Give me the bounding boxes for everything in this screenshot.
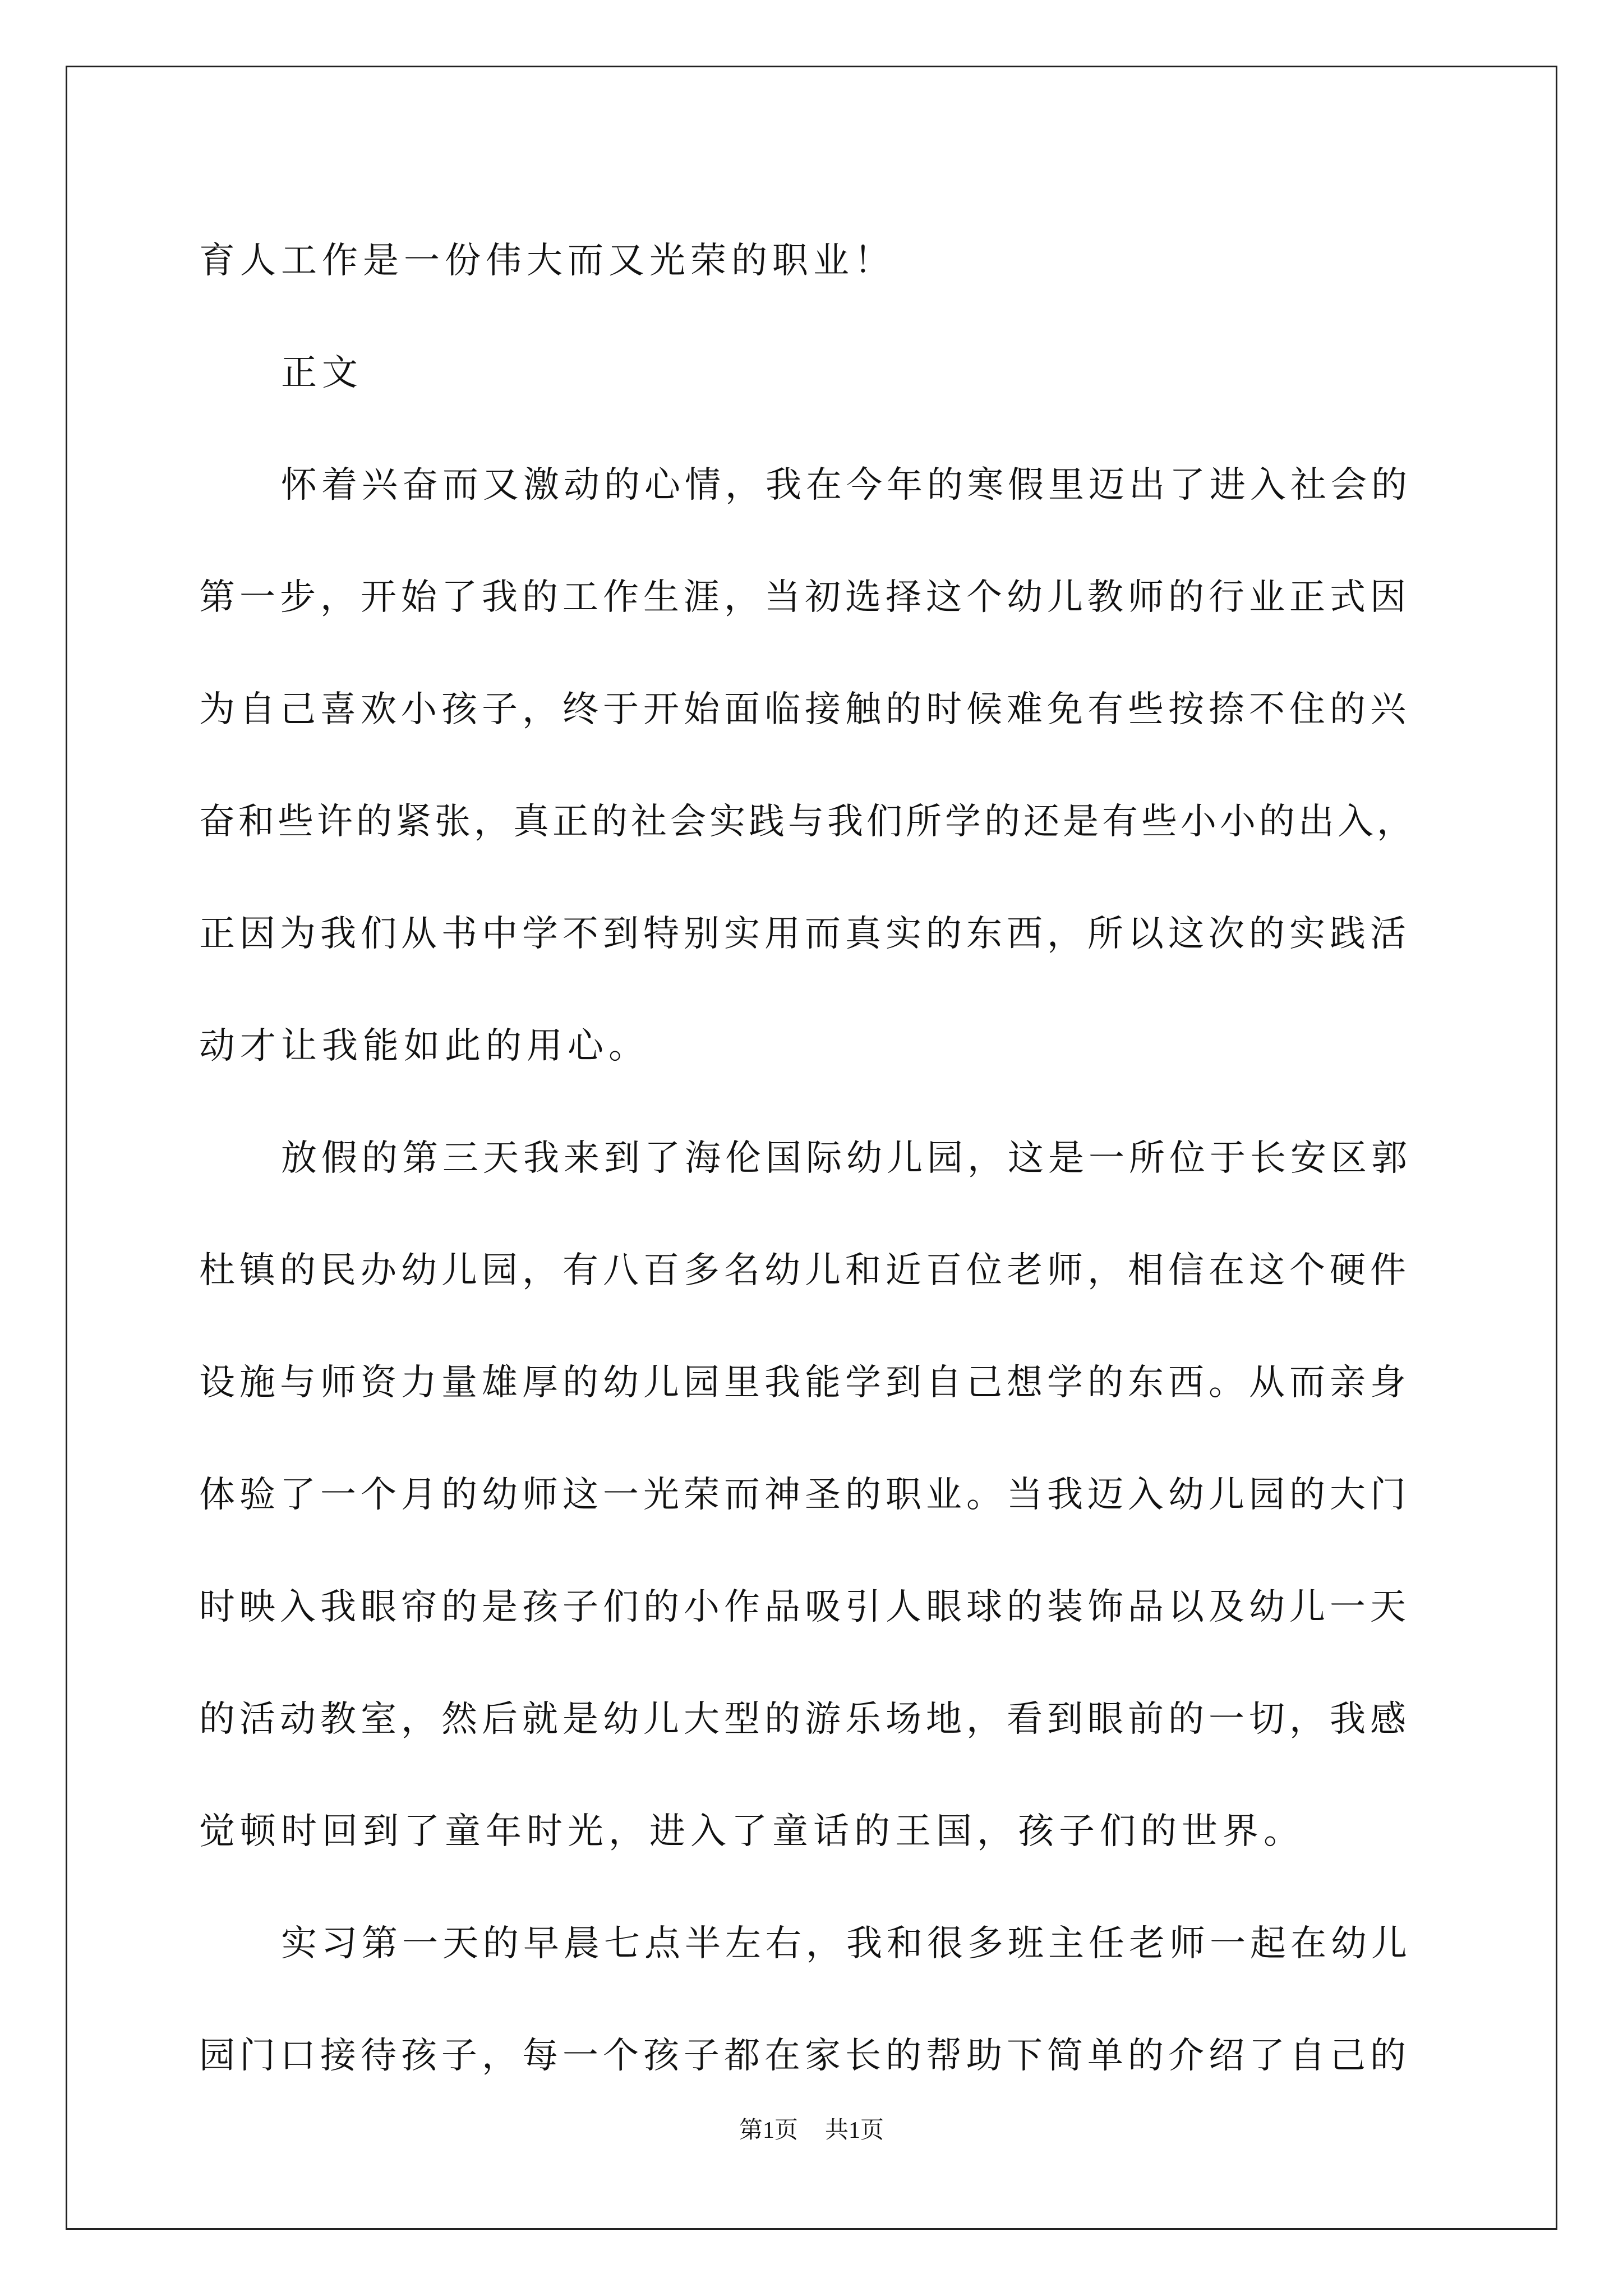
page-number: 第1页 — [739, 2118, 798, 2143]
paragraph-line: 第一步，开始了我的工作生涯，当初选择这个幼儿教师的行业正式因 — [199, 577, 1410, 618]
paragraph-line: 体验了一个月的幼师这一光荣而神圣的职业。当我迈入幼儿园的大门 — [199, 1474, 1410, 1516]
paragraph-line: 时映入我眼帘的是孩子们的小作品吸引人眼球的装饰品以及幼儿一天 — [199, 1586, 1410, 1628]
paragraph-line: 为自己喜欢小孩子，终于开始面临接触的时候难免有些按捺不住的兴 — [199, 689, 1410, 730]
paragraph-line: 杜镇的民办幼儿园，有八百多名幼儿和近百位老师，相信在这个硬件 — [199, 1250, 1410, 1291]
paragraph-line: 正因为我们从书中学不到特别实用而真实的东西，所以这次的实践活 — [199, 913, 1410, 955]
page-total: 共1页 — [825, 2118, 884, 2143]
paragraph-line: 怀着兴奋而又激动的心情，我在今年的寒假里迈出了进入社会的 — [281, 464, 1412, 506]
section-heading: 正文 — [281, 352, 363, 394]
page-footer — [0, 2114, 1623, 2147]
paragraph-line: 奋和些许的紧张，真正的社会实践与我们所学的还是有些小小的出入， — [199, 801, 1416, 843]
paragraph-line: 实习第一天的早晨七点半左右，我和很多班主任老师一起在幼儿 — [281, 1923, 1412, 1964]
document-body — [199, 205, 1425, 2112]
paragraph-line: 的活动教室，然后就是幼儿大型的游乐场地，看到眼前的一切，我感 — [199, 1699, 1410, 1740]
paragraph-line: 觉顿时回到了童年时光，进入了童话的王国，孩子们的世界。 — [199, 1811, 1304, 1852]
first-line: 育人工作是一份伟大而又光荣的职业！ — [199, 240, 895, 282]
paragraph-line: 园门口接待孩子，每一个孩子都在家长的帮助下简单的介绍了自己的 — [199, 2035, 1410, 2077]
paragraph-line: 放假的第三天我来到了海伦国际幼儿园，这是一所位于长安区郭 — [281, 1138, 1412, 1179]
paragraph-line: 设施与师资力量雄厚的幼儿园里我能学到自己想学的东西。从而亲身 — [199, 1362, 1410, 1404]
paragraph-line: 动才让我能如此的用心。 — [199, 1025, 649, 1067]
